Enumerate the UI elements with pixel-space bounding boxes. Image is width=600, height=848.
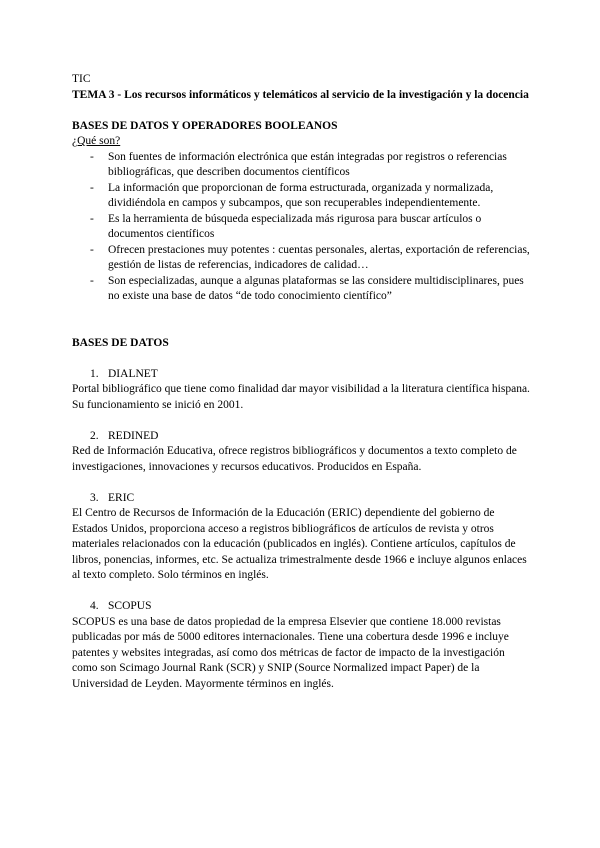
database-entry-scopus bbox=[72, 599, 532, 692]
document-page bbox=[72, 72, 532, 692]
spacer bbox=[72, 584, 532, 600]
item-number: 4. bbox=[90, 600, 99, 612]
spacer bbox=[72, 351, 532, 367]
database-entry-dialnet bbox=[72, 367, 532, 414]
list-item-text: Ofrecen prestaciones muy potentes : cuentas personales, alertas, exportación de referencias, gestión de listas de referencias, indicadores de calidad… bbox=[108, 243, 530, 271]
database-name-text: DIALNET bbox=[108, 367, 158, 380]
dash-marker: - bbox=[90, 150, 94, 163]
database-name bbox=[72, 599, 532, 615]
section-heading-boolean: BASES DE DATOS Y OPERADORES BOOLEANOS bbox=[72, 119, 338, 132]
subheading-what-are-they: ¿Qué son? bbox=[72, 135, 121, 147]
database-name-text: REDINED bbox=[108, 429, 159, 442]
database-entry-eric bbox=[72, 491, 532, 584]
database-description: SCOPUS es una base de datos propiedad de la empresa Elsevier que contiene 18.000 revistas publicadas por más de 5000 editores internacionales. Tiene una cobertura desde 1996 e incluye patentes y websites integradas, así como dos métricas de factor de impacto de la investigación como son Scimago Journal Rank (SCR) y SNIP (Source Normalized impact Paper) de la Universidad de Leyden. Mayormente términos en inglés. bbox=[72, 615, 509, 690]
dash-marker: - bbox=[90, 181, 94, 194]
dash-marker: - bbox=[90, 243, 94, 256]
dash-marker: - bbox=[90, 274, 94, 287]
list-item bbox=[72, 243, 532, 274]
item-number: 2. bbox=[90, 429, 99, 442]
database-name bbox=[72, 491, 532, 507]
database-name bbox=[72, 367, 532, 383]
dash-marker: - bbox=[90, 212, 94, 225]
spacer bbox=[72, 413, 532, 429]
section-heading-databases: BASES DE DATOS bbox=[72, 336, 169, 349]
spacer bbox=[72, 305, 532, 336]
spacer bbox=[72, 475, 532, 491]
list-item bbox=[72, 212, 532, 243]
list-item-text: Es la herramienta de búsqueda especializada más rigurosa para buscar artículos o documentos científicos bbox=[108, 212, 482, 240]
list-item bbox=[72, 181, 532, 212]
database-description: Portal bibliográfico que tiene como finalidad dar mayor visibilidad a la literatura científica hispana. Su funcionamiento se inició en 2001. bbox=[72, 383, 530, 411]
item-number: 1. bbox=[90, 367, 99, 380]
document-title: TEMA 3 - Los recursos informáticos y telemáticos al servicio de la investigación y la docencia bbox=[72, 88, 529, 101]
definition-list bbox=[72, 150, 532, 305]
list-item-text: La información que proporcionan de forma estructurada, organizada y normalizada, dividiéndola en campos y subcampos, que son recuperables independientemente. bbox=[108, 181, 494, 209]
list-item bbox=[72, 274, 532, 305]
database-name-text: ERIC bbox=[108, 491, 135, 504]
database-entry-redined bbox=[72, 429, 532, 476]
list-item-text: Son especializadas, aunque a algunas plataformas se las considere multidisciplinares, pues no existe una base de datos “de todo conocimiento científico” bbox=[108, 274, 524, 302]
spacer bbox=[72, 103, 532, 119]
course-label: TIC bbox=[72, 73, 91, 85]
database-name-text: SCOPUS bbox=[108, 600, 152, 612]
list-item bbox=[72, 150, 532, 181]
database-name bbox=[72, 429, 532, 445]
item-number: 3. bbox=[90, 491, 99, 504]
database-description: Red de Información Educativa, ofrece registros bibliográficos y documentos a texto completo de investigaciones, innovaciones y recursos educativos. Producidos en España. bbox=[72, 445, 517, 473]
list-item-text: Son fuentes de información electrónica que están integradas por registros o referencias bibliográficas, que describen documentos científicos bbox=[108, 150, 507, 178]
database-description: El Centro de Recursos de Información de la Educación (ERIC) dependiente del gobierno de Estados Unidos, proporciona acceso a registros bibliográficos de artículos de revista y otros materiales relacionados con la educación (publicados en inglés). Contiene artículos, capítulos de libros, ponencias, informes, etc. Se actualiza trimestralmente desde 1966 e incluye algunos enlaces al texto completo. Solo términos en inglés. bbox=[72, 507, 527, 581]
